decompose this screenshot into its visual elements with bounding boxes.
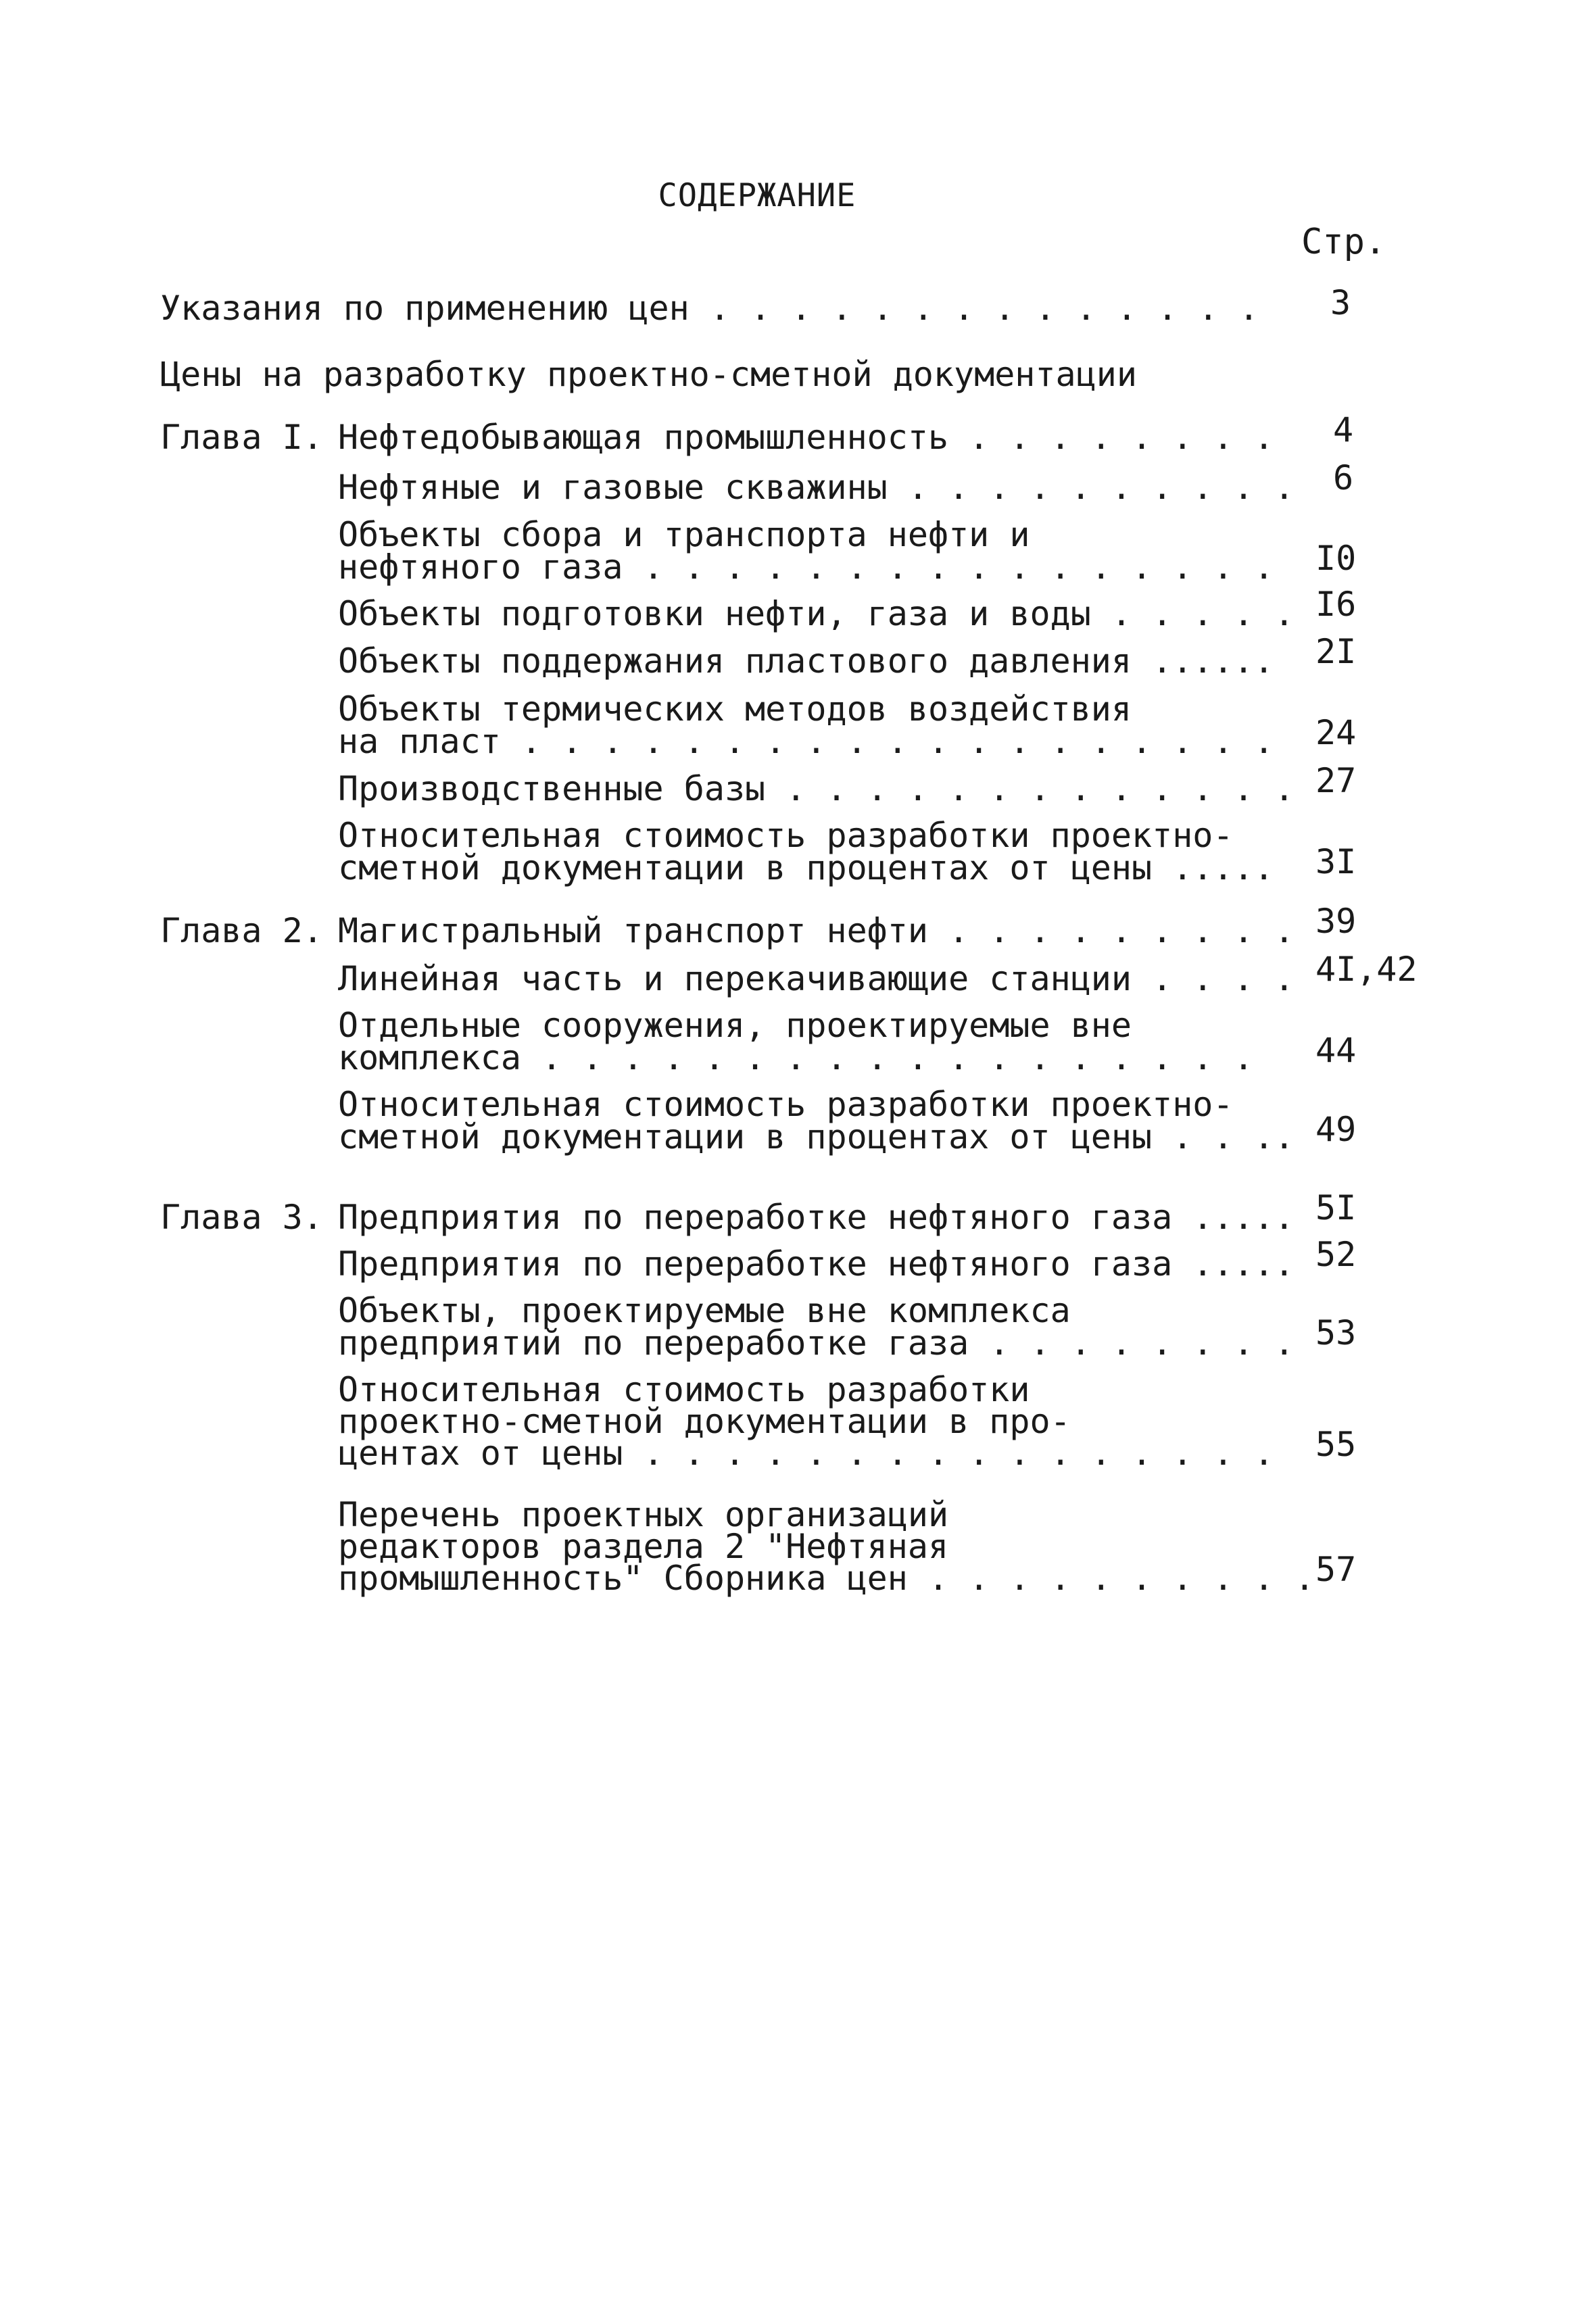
toc-page-number: 39 (1315, 902, 1357, 941)
toc-page-number: 4 (1333, 410, 1354, 449)
toc-entry: Объекты подготовки нефти, газа и воды . . . . . (338, 594, 1295, 633)
toc-entry-line2: проектно-сметной документации в про- (338, 1402, 1071, 1441)
toc-entry-line2: нефтяного газа . . . . . . . . . . . . . . . . (338, 547, 1274, 587)
toc-entry-line1: Относительная стоимость разработки проектно- (338, 816, 1234, 855)
toc-page-number: 52 (1315, 1235, 1357, 1274)
toc-entry-line3: центах от цены . . . . . . . . . . . . . . . . (338, 1434, 1274, 1473)
toc-page-number: 6 (1333, 458, 1354, 497)
toc-entry-line1: Отдельные сооружения, проектируемые вне (338, 1006, 1132, 1045)
toc-page-number: 3 (1330, 283, 1351, 322)
toc-page-number: I6 (1315, 585, 1357, 624)
toc-page-number: 5I (1315, 1188, 1357, 1227)
toc-entry: Предприятия по переработке нефтяного газа ..... (338, 1198, 1295, 1237)
toc-entry-instructions: Указания по применению цен . . . . . . . . . . . . . . (160, 289, 1259, 328)
toc-entry: Нефтедобывающая промышленность . . . . . . . . (338, 418, 1274, 457)
toc-entry-line1: Перечень проектных организаций (338, 1495, 949, 1534)
toc-page-number: 57 (1315, 1550, 1357, 1589)
chapter-label: Глава 2. (160, 911, 323, 950)
toc-entry-line1: Объекты, проектируемые вне комплекса (338, 1291, 1071, 1330)
toc-page-number: I0 (1315, 539, 1357, 578)
toc-entry-line1: Относительная стоимость разработки (338, 1370, 1030, 1409)
toc-entry-line1: Объекты термических методов воздействия (338, 689, 1132, 729)
page-title: СОДЕРЖАНИЕ (658, 177, 856, 214)
page-column-header: Стр. (1301, 222, 1386, 262)
toc-page-number: 49 (1315, 1110, 1357, 1149)
toc-section-heading: Цены на разработку проектно-сметной документации (160, 355, 1137, 394)
toc-entry-line2: редакторов раздела 2 "Нефтяная (338, 1527, 949, 1566)
toc-page-number: 44 (1315, 1031, 1357, 1070)
toc-page-number: 55 (1315, 1425, 1357, 1464)
toc-page-number: 24 (1315, 713, 1357, 752)
toc-entry-line1: Относительная стоимость разработки проектно- (338, 1085, 1234, 1124)
toc-entry: Объекты поддержания пластового давления ...... (338, 641, 1274, 681)
toc-page-number: 53 (1315, 1313, 1357, 1353)
toc-entry-line3: промышленность" Сборника цен . . . . . . . . . . (338, 1559, 1315, 1598)
chapter-label: Глава 3. (160, 1198, 323, 1237)
toc-entry-line2: комплекса . . . . . . . . . . . . . . . . . . (338, 1038, 1254, 1077)
toc-entry: Предприятия по переработке нефтяного газа ..... (338, 1244, 1295, 1284)
toc-entry-line2: предприятий по переработке газа . . . . . . . . (338, 1323, 1295, 1363)
toc-entry: Магистральный транспорт нефти . . . . . . . . . (338, 911, 1295, 950)
toc-entry-line1: Объекты сбора и транспорта нефти и (338, 515, 1030, 554)
toc-entry-line2: на пласт . . . . . . . . . . . . . . . . . . . (338, 722, 1274, 761)
toc-entry-line2: сметной документации в процентах от цены . . .. (338, 1117, 1295, 1156)
toc-page-number: 3I (1315, 842, 1357, 881)
chapter-label: Глава I. (160, 418, 323, 457)
toc-page-number: 4I,42 (1315, 950, 1418, 989)
toc-entry-line2: сметной документации в процентах от цены ..... (338, 848, 1274, 887)
toc-entry: Линейная часть и перекачивающие станции . . . . (338, 959, 1295, 998)
toc-entry: Нефтяные и газовые скважины . . . . . . . . . . (338, 468, 1295, 507)
toc-page-number: 2I (1315, 632, 1357, 671)
toc-entry: Производственные базы . . . . . . . . . . . . . (338, 769, 1295, 808)
toc-page-number: 27 (1315, 761, 1357, 800)
